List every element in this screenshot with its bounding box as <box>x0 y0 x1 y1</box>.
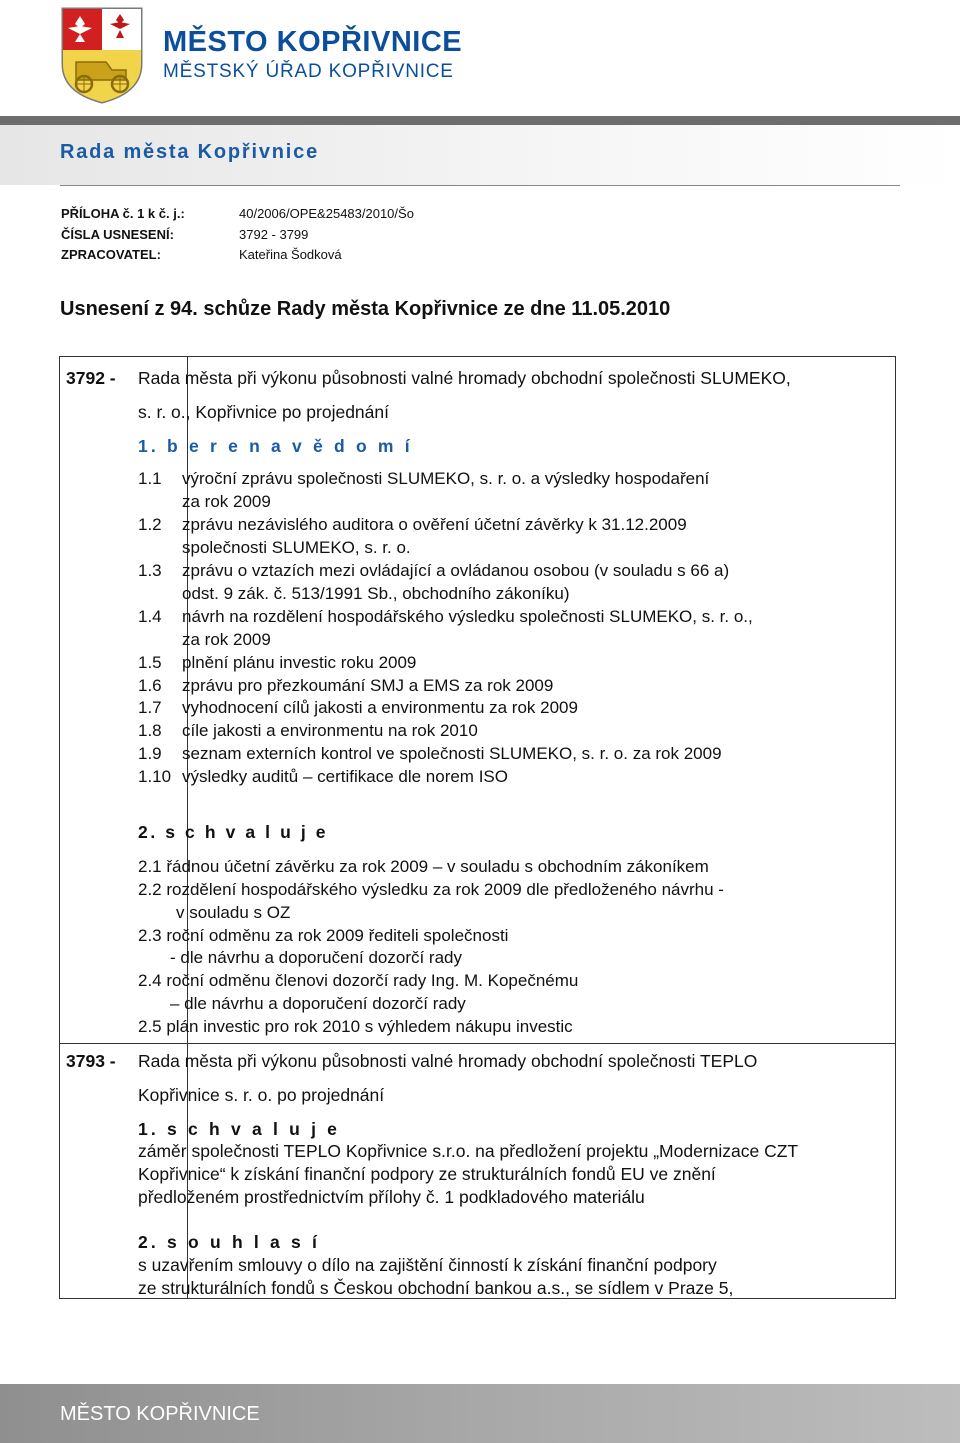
attachment-label: PŘÍLOHA č. 1 k č. j.: <box>61 206 185 221</box>
item-number: 1.10 <box>138 767 172 786</box>
section-title: 1. s c h v a l u j e <box>138 1119 341 1139</box>
item-text: odst. 9 zák. č. 513/1991 Sb., obchodního zákoníku) <box>182 584 570 603</box>
item-text: v souladu s OZ <box>176 903 291 922</box>
item-text: zprávu o vztazích mezi ovládající a ovládanou osobou (v souladu s 66 a) <box>182 561 730 580</box>
resolution-intro-line: Rada města při výkonu působnosti valné hromady obchodní společnosti SLUMEKO, <box>138 368 791 388</box>
footer-city-name: MĚSTO KOPŘIVNICE <box>60 1403 260 1425</box>
item-text: zprávu pro přezkoumání SMJ a EMS za rok 2009 <box>182 676 554 695</box>
item-number: 1.1 <box>138 469 162 488</box>
page-header <box>0 0 960 116</box>
author-value: Kateřina Šodková <box>239 247 342 262</box>
item-number: 1.2 <box>138 515 162 534</box>
header-divider <box>0 116 960 125</box>
item-text: 2.4 roční odměnu členovi dozorčí rady Ing. M. Kopečnému <box>138 971 579 990</box>
section-title: 1. b e r e n a v ě d o m í <box>138 436 413 456</box>
resolution-number: 3792 - <box>66 368 116 388</box>
item-text: 2.3 roční odměnu za rok 2009 řediteli společnosti <box>138 926 509 945</box>
city-name: MĚSTO KOPŘIVNICE <box>163 26 463 58</box>
item-number: 1.7 <box>138 698 162 717</box>
resolutions-table <box>59 356 896 1299</box>
item-text: - dle návrhu a doporučení dozorčí rady <box>170 948 463 967</box>
item-text: zprávu nezávislého auditora o ověření účetní závěrky k 31.12.2009 <box>182 515 687 534</box>
section-text: Kopřivnice“ k získání finanční podpory ze strukturálních fondů EU ve znění <box>138 1164 716 1184</box>
item-text: výsledky auditů – certifikace dle norem ISO <box>182 767 508 786</box>
resolution-intro-line: s. r. o., Kopřivnice po projednání <box>138 402 389 422</box>
section-title: 2. s c h v a l u j e <box>138 822 329 842</box>
office-name: MĚSTSKÝ ÚŘAD KOPŘIVNICE <box>163 61 454 82</box>
resolution-intro-line: Kopřivnice s. r. o. po projednání <box>138 1085 385 1105</box>
item-text: 2.2 rozdělení hospodářského výsledku za rok 2009 dle předloženého návrhu - <box>138 880 724 899</box>
item-number: 1.3 <box>138 561 162 580</box>
section-text: záměr společnosti TEPLO Kopřivnice s.r.o. na předložení projektu „Modernizace CZT <box>138 1141 799 1161</box>
item-text: společnosti SLUMEKO, s. r. o. <box>182 538 411 557</box>
attachment-value: 40/2006/OPE&25483/2010/Šo <box>239 206 414 221</box>
item-number: 1.9 <box>138 744 162 763</box>
city-coat-of-arms-logo <box>60 6 144 104</box>
resolutions-value: 3792 - 3799 <box>239 227 309 242</box>
item-text: plnění plánu investic roku 2009 <box>182 653 417 672</box>
item-number: 1.4 <box>138 607 162 626</box>
item-text: návrh na rozdělení hospodářského výsledku společnosti SLUMEKO, s. r. o., <box>182 607 753 626</box>
item-text: za rok 2009 <box>182 630 271 649</box>
item-number: 1.6 <box>138 676 162 695</box>
item-text: za rok 2009 <box>182 492 271 511</box>
item-number: 1.8 <box>138 721 162 740</box>
council-title: Rada města Kopřivnice <box>60 141 319 163</box>
document-title: Usnesení z 94. schůze Rady města Kopřivnice ze dne 11.05.2010 <box>60 298 671 320</box>
item-text: – dle návrhu a doporučení dozorčí rady <box>170 994 466 1013</box>
item-text: 2.1 řádnou účetní závěrku za rok 2009 – v souladu s obchodním zákoníkem <box>138 857 709 876</box>
item-text: výroční zprávu společnosti SLUMEKO, s. r. o. a výsledky hospodaření <box>182 469 710 488</box>
item-text: seznam externích kontrol ve společnosti SLUMEKO, s. r. o. za rok 2009 <box>182 744 722 763</box>
item-text: cíle jakosti a environmentu na rok 2010 <box>182 721 478 740</box>
resolutions-label: ČÍSLA USNESENÍ: <box>61 227 174 242</box>
section-text: s uzavřením smlouvy o dílo na zajištění činností k získání finanční podpory <box>138 1255 717 1275</box>
section-title: 2. s o u h l a s í <box>138 1232 321 1252</box>
row-divider <box>60 1043 895 1044</box>
section-text: předloženém prostřednictvím přílohy č. 1 podkladového materiálu <box>138 1187 645 1207</box>
item-text: vyhodnocení cílů jakosti a environmentu za rok 2009 <box>182 698 578 717</box>
author-label: ZPRACOVATEL: <box>61 247 161 262</box>
council-divider <box>60 185 900 186</box>
item-text: 2.5 plán investic pro rok 2010 s výhledem nákupu investic <box>138 1017 573 1036</box>
section-text: ze strukturálních fondů s Českou obchodní bankou a.s., se sídlem v Praze 5, <box>138 1278 734 1298</box>
resolution-intro-line: Rada města při výkonu působnosti valné hromady obchodní společnosti TEPLO <box>138 1051 758 1071</box>
resolution-number: 3793 - <box>66 1051 116 1071</box>
item-number: 1.5 <box>138 653 162 672</box>
